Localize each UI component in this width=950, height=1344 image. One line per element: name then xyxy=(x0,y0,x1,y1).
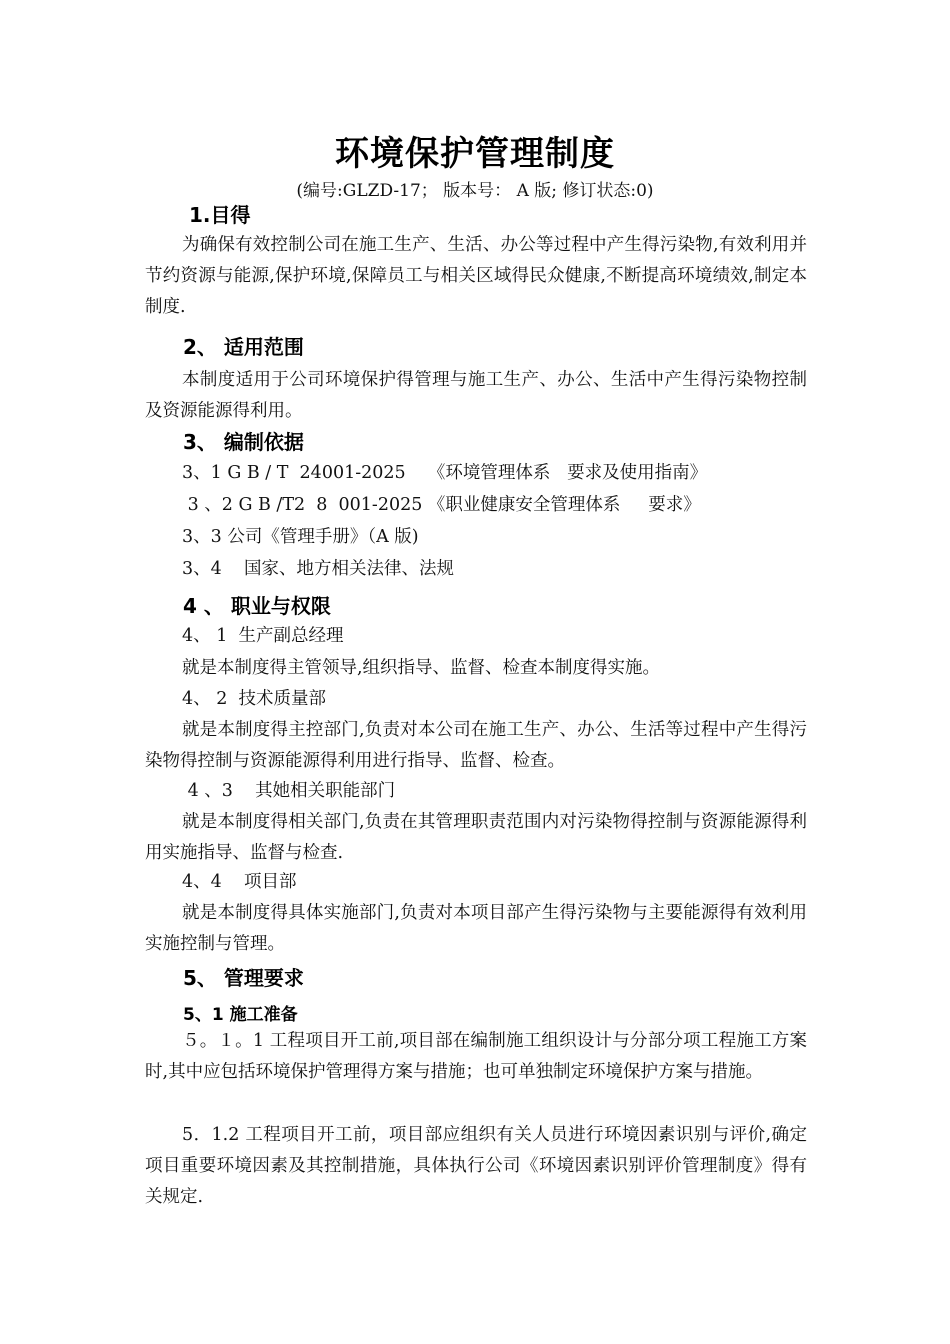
section-2-heading: 2、 适用范围 xyxy=(183,335,304,359)
section-5-1-heading: 5、1 施工准备 xyxy=(183,1005,298,1025)
section-4-1-paragraph: 就是本制度得主管领导,组织指导、监督、检查本制度得实施。 xyxy=(182,658,661,678)
section-5-1-1-paragraph: ５。１。1 工程项目开工前,项目部在编制施工组织设计与分部分项工程施工方案时,其中应包括环境保护管理得方案与措施；也可单独制定环境保护方案与措施。 xyxy=(145,1031,807,1082)
section-4-4-title: 4、4 项目部 xyxy=(182,872,297,892)
section-1-paragraph: 为确保有效控制公司在施工生产、生活、办公等过程中产生得污染物,有效利用并节约资源与能源,保护环境,保障员工与相关区域得民众健康,不断提高环境绩效,制定本制度. xyxy=(145,235,807,317)
section-3-item-1: 3、1 G B / T 24001-2025 《环境管理体系 要求及使用指南》 xyxy=(182,463,708,483)
section-4-heading: 4 、 职业与权限 xyxy=(183,594,331,618)
section-4-2-paragraph: 就是本制度得主控部门,负责对本公司在施工生产、办公、生活等过程中产生得污染物得控制与资源能源得利用进行指导、监督、检查。 xyxy=(145,720,807,771)
document-title: 环境保护管理制度 xyxy=(335,134,615,174)
section-3-item-3: 3、3 公司《管理手册》（A 版) xyxy=(182,527,419,547)
section-5-1-2-paragraph: 5．1.2 工程项目开工前，项目部应组织有关人员进行环境因素识别与评价,确定项目重要环境因素及其控制措施，具体执行公司《环境因素识别评价管理制度》得有关规定. xyxy=(145,1125,807,1207)
section-5-heading: 5、 管理要求 xyxy=(183,966,304,990)
document-subtitle: (编号:GLZD-17； 版本号： A 版; 修订状态:0) xyxy=(296,181,654,201)
section-4-1-title: 4、 1 生产副总经理 xyxy=(182,626,344,646)
section-3-item-4: 3、4 国家、地方相关法律、法规 xyxy=(182,559,455,579)
section-3-item-2: 3 、2 G B /T2 8 001-2025 《职业健康安全管理体系 要求》 xyxy=(182,495,701,515)
section-2-paragraph: 本制度适用于公司环境保护得管理与施工生产、办公、生活中产生得污染物控制及资源能源得利用。 xyxy=(145,370,807,421)
section-4-4-paragraph: 就是本制度得具体实施部门,负责对本项目部产生得污染物与主要能源得有效利用实施控制与管理。 xyxy=(145,903,807,954)
section-4-2-title: 4、 2 技术质量部 xyxy=(182,689,326,709)
section-4-3-paragraph: 就是本制度得相关部门,负责在其管理职责范围内对污染物得控制与资源能源得利用实施指导、监督与检查. xyxy=(145,812,807,863)
section-1-heading: 1.目得 xyxy=(189,203,251,227)
section-3-heading: 3、 编制依据 xyxy=(183,430,304,454)
section-4-3-title: 4 、3 其她相关职能部门 xyxy=(182,781,396,801)
